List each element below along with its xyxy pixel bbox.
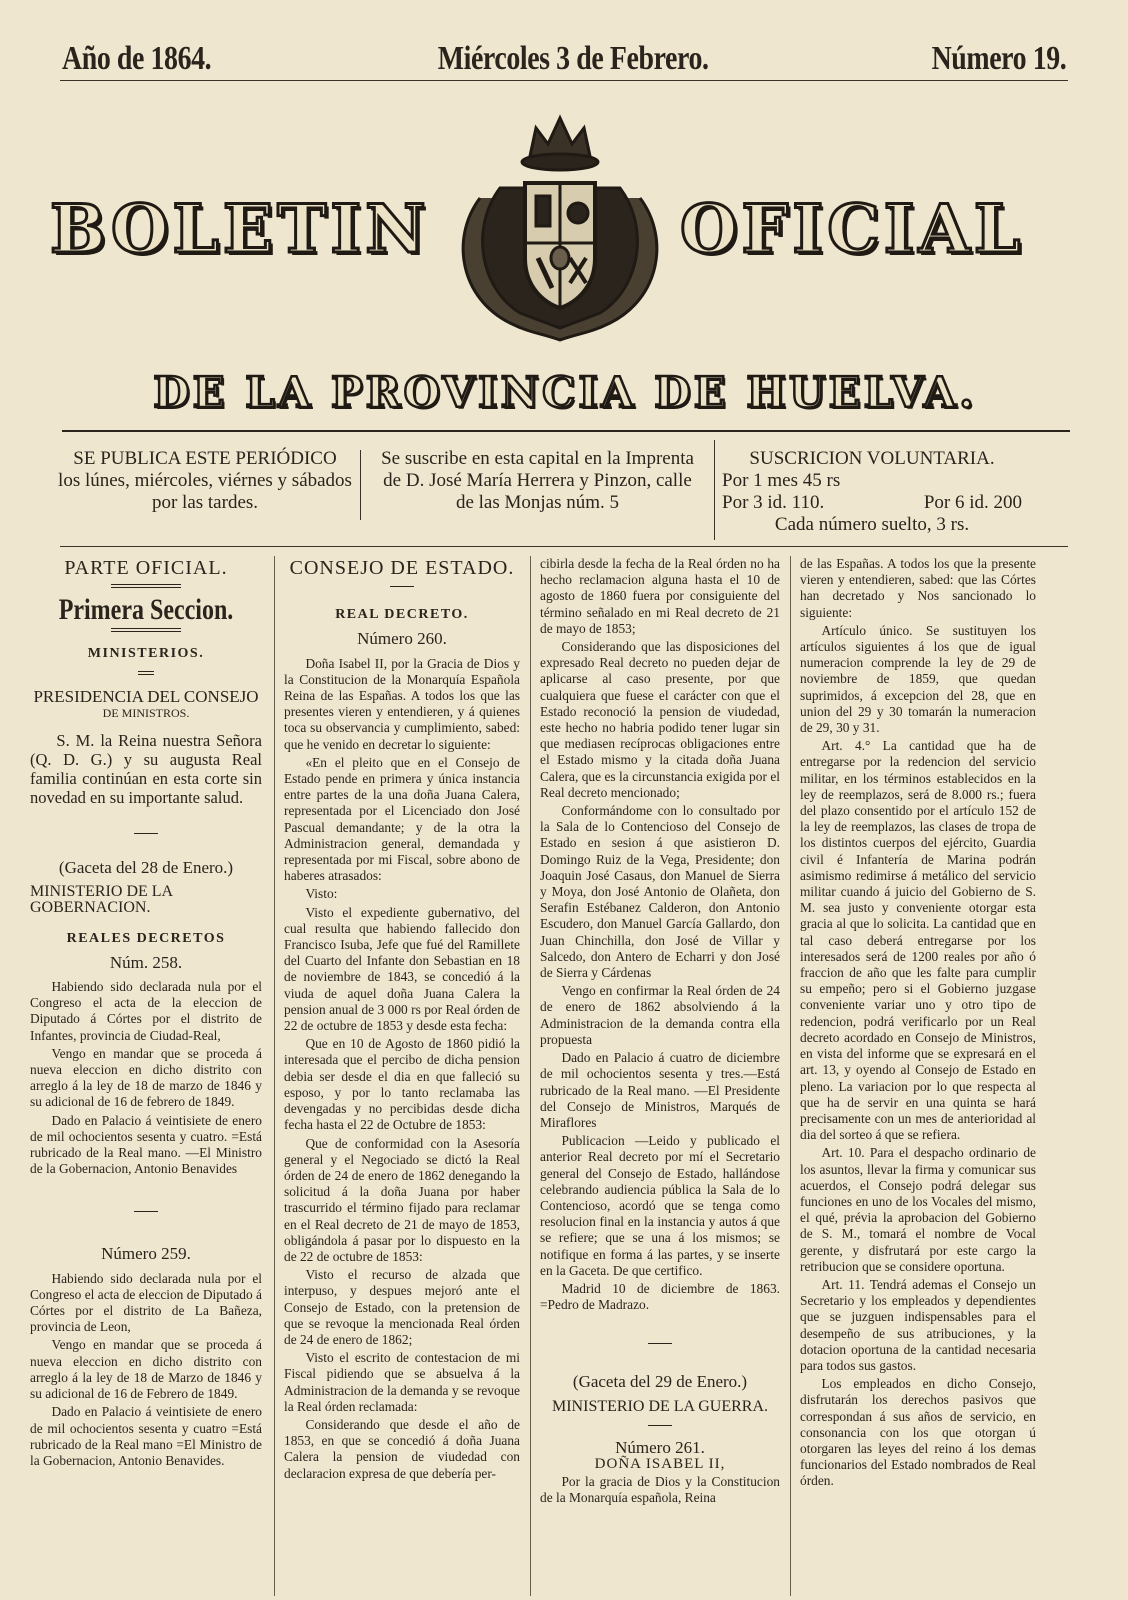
divider [134, 1211, 158, 1212]
paragraph: cibirla desde la fecha de la Real órden no ha hecho reclamacion alguna hasta el 10 de agosto de 1860 fuera por consiguiente del término señalado en mi Real decreto de 21 de mayo de 1853; [540, 556, 780, 636]
divider [390, 586, 414, 587]
paragraph: Conformándome con lo consultado por la Sala de lo Contencioso del Consejo de Estado en sesion á que asistieron D. Domingo Ruiz de la Vega, Presidente; don Joaquin José Casaus, don Manuel de Sierra y Moya, don José Antonio de Olañeta, don Serafin Estébanez Calderon, don Antonio Escudero, don Manuel García Gallardo, don Juan Chinchilla, don José de Villar y Salcedo, don Antero de Echarri y don José de Sierra y Cárdenas [540, 803, 780, 981]
subheading: REAL DECRETO. [335, 607, 469, 623]
paragraph: Art. 4.° La cantidad que ha de entregarse por la redencion del servicio militar, en los términos establecidos en la ley de reemplazos, será de 8.000 rs.; fuera del plazo consentido por el artículo 152 de la ley de reemplazos, las clases de tropa de los distintos cuerpos del ejército, Guardia civil é Infantería de Marina podrán asimismo redimirse á metálico del servicio militar cuando á juicio del Gobierno de S. M. sea justo y conveniente otorgar esta gracia al que lo solicita. La cantidad que en tal caso deberá entregarse por los interesados será de 1200 reales por año ó fraccion de año que les falte para cumplir su empeño; pero si el Gobierno juzgase conveniente variar uno y otro tipo de redencion, podrá verificarlo por un Real decreto acordado en Consejo de Ministros, en vista del informe que se expresará en el art. 13, y oyendo al Consejo de Estado en pleno. La variacion por lo que respecta al que ha de servir en una quinta se hará precisamente con un mes de anterioridad al dia del sorteo á que se refiera. [800, 738, 1036, 1143]
ornament-divider [111, 584, 181, 588]
subheading: MINISTERIOS. [87, 646, 205, 662]
subheading: MINISTERIO DE LA GOBERNACION. [30, 883, 173, 917]
pricing-title: SUSCRICION VOLUNTARIA. [749, 448, 995, 469]
paragraph: Los empleados en dicho Consejo, disfrutarán los derechos pasivos que correspondan á sus años de servicio, en consonancia con los que otorgan ú otorgaren las leyes del reino á los demas funcionarios del Estado nombrados de Real órden. [800, 1376, 1036, 1489]
column-separator [530, 556, 531, 1596]
masthead-rule [62, 430, 1070, 432]
paragraph: Publicacion —Leido y publicado el anterior Real decreto por mí el Secretario general del Consejo de Estado, hallándose celebrando audiencia pública la Sala de lo Contencioso, acordó que se tenga como resolucion final en la instancia y autos á que se refiere; que se una á los mismos; se notifique en forma á las partes, y se inserte en la Gaceta. De que certifico. [540, 1133, 780, 1278]
paragraph: Habiendo sido declarada nula por el Congreso el acta de la eleccion de Diputado á Córtes por el distrito de Infantes, provincia de Ciudad-Real, [30, 979, 262, 1043]
decree-number: Número 259. [101, 1244, 191, 1264]
paragraph: Vengo en mandar que se proceda á nueva eleccion en dicho distrito con arreglo á la ley de 18 de Marzo de 1846 y su adicional de 16 de Febrero de 1849. [30, 1337, 262, 1402]
divider [138, 671, 154, 675]
paragraph: Madrid 10 de diciembre de 1863. =Pedro de Madrazo. [540, 1280, 780, 1313]
subheading: DOÑA ISABEL II, [594, 1455, 726, 1472]
gazette-citation: (Gaceta del 29 de Enero.) [572, 1372, 748, 1392]
paragraph: Dado en Palacio á veintisiete de enero de mil ochocientos sesenta y cuatro =Está rubricado de la Real mano =El Ministro de la Gobernacion, Antonio Benavides. [30, 1404, 262, 1468]
pricing-row [722, 492, 1022, 514]
subheading: DE MINISTROS. [102, 705, 190, 720]
header-date: Miércoles 3 de Febrero. [437, 40, 709, 77]
subscription-line: de las Monjas núm. 5 [455, 492, 620, 513]
divider [134, 833, 158, 834]
section-heading: CONSEJO DE ESTADO. [289, 557, 515, 579]
paragraph: Que en 10 de Agosto de 1860 pidió la interesada que el percibo de dicha pension debia ser desde el dia en que falleció su esposo, y por lo tanto reclamaba las devengadas y no percibidas desde dicha fecha hasta el 22 de Octubre de 1853: [284, 1036, 520, 1133]
divider [648, 1425, 672, 1426]
header-line [62, 30, 1066, 78]
paragraph: Vengo en confirmar la Real órden de 24 de enero de 1862 absolviendo á la Administracion de la demanda contra ella propuesta [540, 983, 780, 1047]
info-separator [714, 440, 715, 540]
paragraph: Visto: [305, 886, 338, 902]
paragraph: Por la gracia de Dios y la Constitucion de la Monarquía española, Reina [540, 1474, 780, 1506]
paragraph: Habiendo sido declarada nula por el Congreso el acta de eleccion de Diputado á Córtes por el distrito de La Bañeza, provincia de Leon, [30, 1270, 262, 1335]
paragraph: Doña Isabel II, por la Gracia de Dios y la Constitucion de la Monarquía Española Reina de las Españas. A todos los que las presentes vieren y entendieren, y á quienes toca su observancia y cumplimiento, sabed: que he venido en decretar lo siguiente: [284, 655, 520, 752]
header-year: Año de 1864. [62, 40, 212, 77]
royal-coat-of-arms-icon [440, 108, 680, 348]
section-title: Primera Seccion. [58, 593, 234, 627]
paragraph: Considerando que desde el año de 1853, en que se concedió á doña Juana Calera la pension de viudedad con declaracion expresa de que debería per- [284, 1416, 520, 1481]
paragraph: Visto el expediente gubernativo, del cual resulta que habiendo fallecido don Francisco Isuba, Jefe que fué del Ramillete del Cuarto del Infante don Sebastian en 18 de noviembre de 1843, se concedió á la viuda de aquel doña Juana Calera la pension anual de 3 000 rs por Real órden de 22 de octubre de 1853 y desde esta fecha: [284, 904, 520, 1034]
paragraph: «En el pleito que en el Consejo de Estado pende en primera y única instancia entre partes de la una doña Juana Calera, representada por el Licenciado don José Pascual demandante; y de la otra la Administracion general, demandada y representada por mi Fiscal, sobre abono de haberes atrasados: [284, 754, 520, 884]
header-number: Número 19. [931, 40, 1066, 77]
column-1 [30, 556, 262, 1596]
info-separator [360, 450, 361, 520]
paragraph: Art. 10. Para el despacho ordinario de los asuntos, llevar la firma y comunicar sus acuerdos, el Consejo podrá delegar sus funciones en uno de los Vocales del mismo, el qué, prévia la aprobacion del Gobierno de S. M., tomará el nombre de Vocal gerente, y disfrutará por este cargo la retribucion que se considere oportuna. [800, 1145, 1036, 1274]
subscription-line: Se suscribe en esta capital en la Imprenta [381, 448, 694, 469]
pricing-line: Cada número suelto, 3 rs. [774, 514, 970, 535]
subheading: MINISTERIO DE LA GUERRA. [552, 1397, 768, 1415]
masthead-right-word: OFICIAL [680, 190, 1025, 268]
masthead-subtitle: DE LA PROVINCIA DE HUELVA. [153, 368, 977, 417]
subscription-line: de D. José María Herrera y Pinzon, calle [383, 470, 692, 491]
publication-line: SE PUBLICA ESTE PERIÓDICO [73, 448, 337, 469]
subscription-place-info [365, 448, 710, 514]
paragraph: Visto el recurso de alzada que interpuso, y despues mejoró ante el Consejo de Estado, con la pretension de que se revoque la mencionada Real órden de 24 de enero de 1862; [284, 1267, 520, 1347]
section-heading: PARTE OFICIAL. [64, 557, 228, 579]
column-4 [800, 556, 1036, 1596]
column-2 [284, 556, 520, 1596]
decree-number: Número 260. [357, 629, 447, 649]
column-separator [790, 556, 791, 1596]
pricing-line: Por 6 id. 200 [923, 492, 1022, 513]
paragraph: de las Españas. A todos los que la presente vieren y entendieren, sabed: que las Córtes han decretado y Nos sancionado lo siguiente: [800, 556, 1036, 620]
paragraph: Que de conformidad con la Asesoría general y el Negociado se dictó la Real órden de 24 de enero de 1862 denegando la solicitud á la doña Juana por haber trascurrido el término fijado para reclamar en el Real decreto de 21 de mayo de 1853, obligándola á pasar por lo dispuesto en la de 22 de octubre de 1853: [284, 1135, 520, 1264]
column-3 [540, 556, 780, 1596]
paragraph: Dado en Palacio á cuatro de diciembre de mil ochocientos sesenta y tres.—Está rubricado de la Real mano. —El Presidente del Consejo de Ministros, Marqués de Miraflores [540, 1050, 780, 1130]
publication-line: los lúnes, miércoles, viérnes y sábados [58, 470, 352, 491]
subheading: PRESIDENCIA DEL CONSEJO [33, 686, 259, 706]
paragraph: Dado en Palacio á veintisiete de enero de mil ochocientos sesenta y cuatro. =Está rubricado de la Real mano. —El Ministro de la Gobernacion, Antonio Benavides [30, 1112, 262, 1177]
divider [648, 1343, 672, 1344]
column-separator [274, 556, 275, 1596]
subheading: REALES DECRETOS [66, 930, 226, 946]
paragraph: Considerando que las disposiciones del expresado Real decreto no pueden dejar de aplicarse al caso presente, por que cualquiera que fuese el carácter con que el Estado reconoció la pension de viudedad, este hecho no habria podido tener lugar sin que mediasen recíprocas obligaciones entre el Estado mismo y la citada doña Juana Calera, que es la circunstancia exigida por el Real decreto mencionado; [540, 639, 780, 800]
ornament-divider [111, 628, 181, 632]
decree-number: Número 261. [615, 1437, 705, 1457]
columns-rule [60, 546, 1068, 547]
paragraph: Artículo único. Se sustituyen los artículos siguientes á los que de igual numeracion comprende la ley de 29 de noviembre de 1859, que quedan suprimidos, á excepcion del 28, que en union del 29 y 30 tomarán la numeracion de 29, 30 y 31. [800, 622, 1036, 736]
pricing-line: Por 1 mes 45 rs [722, 470, 841, 491]
publication-line: por las tardes. [151, 492, 259, 513]
paragraph: Art. 11. Tendrá ademas el Consejo un Secretario y los empleados y dependientes que se juzguen indispensables para el desempeño de sus atribuciones, y la dotacion oportuna de la cantidad necesaria para todos sus gastos. [800, 1276, 1036, 1373]
paragraph: S. M. la Reina nuestra Señora (Q. D. G.) y su augusta Real familia continúan en esta corte sin novedad en su importante salud. [30, 731, 262, 808]
paragraph: Vengo en mandar que se proceda á nueva eleccion en dicho distrito con arreglo á la ley de 18 de marzo de 1846 y su adicional de 16 de febrero de 1849. [30, 1045, 262, 1110]
decree-number: Núm. 258. [109, 952, 183, 972]
pricing-info [722, 448, 1022, 536]
publication-info [55, 448, 355, 514]
gazette-citation: (Gaceta del 28 de Enero.) [58, 858, 234, 878]
masthead-left-word: BOLETIN [50, 190, 430, 268]
header-rule [60, 80, 1068, 81]
paragraph: Visto el escrito de contestacion de mi Fiscal pidiendo que se absuelva á la Administracion de la demanda y se revoque la Real órden reclamada: [284, 1350, 520, 1414]
pricing-line: Por 3 id. 110. [722, 492, 825, 513]
